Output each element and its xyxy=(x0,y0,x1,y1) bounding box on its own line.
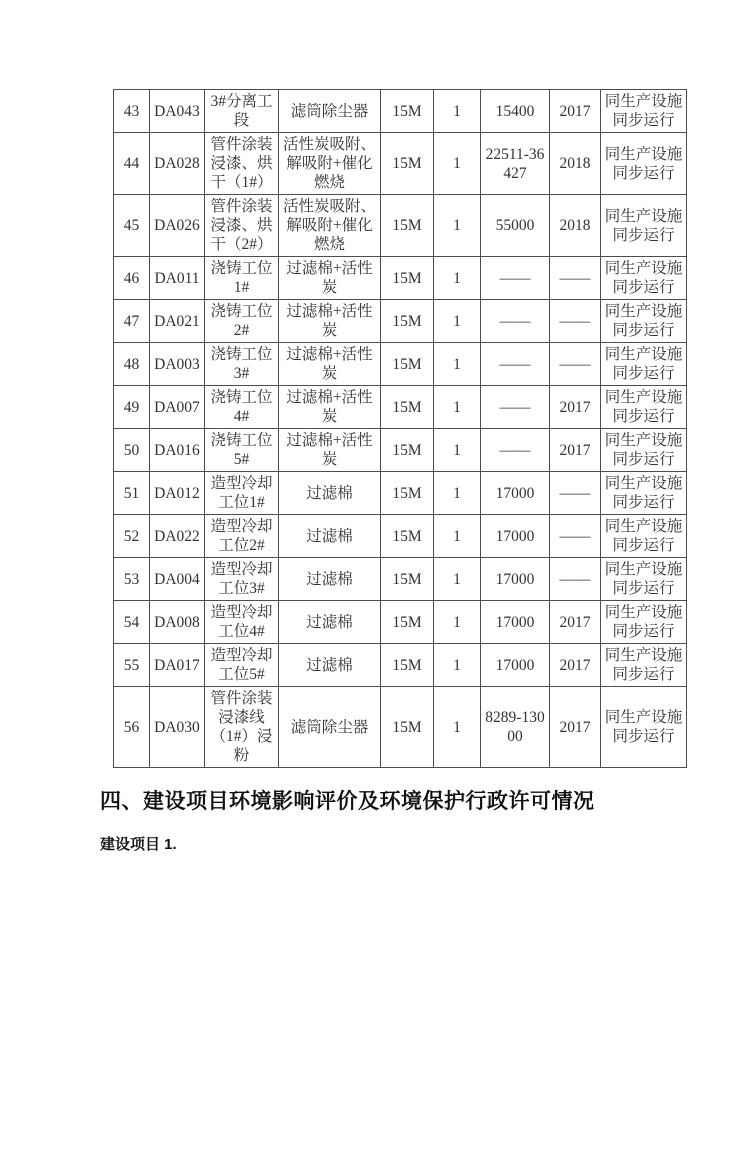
cell-method: 过滤棉+活性炭 xyxy=(279,429,381,472)
table-row xyxy=(114,644,687,687)
document-page xyxy=(0,89,750,1149)
cell-code: DA004 xyxy=(150,558,205,601)
cell-permit: 17000 xyxy=(481,644,550,687)
cell-qty: 1 xyxy=(434,195,481,257)
cell-status: 同生产设施同步运行 xyxy=(601,687,687,768)
cell-source: 造型冷却工位3# xyxy=(205,558,279,601)
sub-heading: 建设项目 1. xyxy=(100,836,177,853)
cell-no: 43 xyxy=(114,90,150,133)
cell-qty: 1 xyxy=(434,472,481,515)
cell-year: —— xyxy=(550,343,601,386)
table-row xyxy=(114,257,687,300)
cell-source: 浇铸工位 5# xyxy=(205,429,279,472)
table-row xyxy=(114,90,687,133)
cell-height: 15M xyxy=(381,300,434,343)
cell-qty: 1 xyxy=(434,515,481,558)
cell-source: 造型冷却工位5# xyxy=(205,644,279,687)
cell-height: 15M xyxy=(381,601,434,644)
cell-no: 50 xyxy=(114,429,150,472)
cell-no: 51 xyxy=(114,472,150,515)
cell-source: 管件涂装浸漆线（1#）浸粉 xyxy=(205,687,279,768)
cell-height: 15M xyxy=(381,133,434,195)
cell-source: 浇铸工位 1# xyxy=(205,257,279,300)
cell-qty: 1 xyxy=(434,343,481,386)
cell-year: 2018 xyxy=(550,195,601,257)
cell-no: 47 xyxy=(114,300,150,343)
cell-qty: 1 xyxy=(434,386,481,429)
cell-height: 15M xyxy=(381,472,434,515)
cell-source: 浇铸工位 3# xyxy=(205,343,279,386)
cell-source: 3#分离工段 xyxy=(205,90,279,133)
table-row xyxy=(114,195,687,257)
cell-method: 滤筒除尘器 xyxy=(279,687,381,768)
cell-code: DA016 xyxy=(150,429,205,472)
table-row xyxy=(114,386,687,429)
cell-year: 2017 xyxy=(550,644,601,687)
cell-permit: 17000 xyxy=(481,472,550,515)
cell-no: 48 xyxy=(114,343,150,386)
cell-source: 造型冷却工位4# xyxy=(205,601,279,644)
cell-height: 15M xyxy=(381,644,434,687)
cell-permit: 17000 xyxy=(481,601,550,644)
cell-status: 同生产设施同步运行 xyxy=(601,133,687,195)
table-row xyxy=(114,515,687,558)
cell-height: 15M xyxy=(381,90,434,133)
cell-qty: 1 xyxy=(434,687,481,768)
cell-code: DA011 xyxy=(150,257,205,300)
cell-permit: 15400 xyxy=(481,90,550,133)
cell-code: DA043 xyxy=(150,90,205,133)
cell-permit: 17000 xyxy=(481,558,550,601)
cell-height: 15M xyxy=(381,429,434,472)
cell-year: 2017 xyxy=(550,601,601,644)
cell-year: —— xyxy=(550,257,601,300)
cell-no: 52 xyxy=(114,515,150,558)
table-row xyxy=(114,343,687,386)
cell-method: 过滤棉 xyxy=(279,515,381,558)
cell-code: DA017 xyxy=(150,644,205,687)
cell-qty: 1 xyxy=(434,644,481,687)
cell-method: 过滤棉 xyxy=(279,644,381,687)
cell-code: DA030 xyxy=(150,687,205,768)
cell-no: 45 xyxy=(114,195,150,257)
table-row xyxy=(114,429,687,472)
cell-year: 2017 xyxy=(550,687,601,768)
cell-code: DA007 xyxy=(150,386,205,429)
cell-status: 同生产设施同步运行 xyxy=(601,601,687,644)
cell-year: —— xyxy=(550,472,601,515)
cell-source: 造型冷却工位1# xyxy=(205,472,279,515)
cell-code: DA008 xyxy=(150,601,205,644)
cell-qty: 1 xyxy=(434,300,481,343)
cell-status: 同生产设施同步运行 xyxy=(601,386,687,429)
cell-qty: 1 xyxy=(434,133,481,195)
cell-code: DA012 xyxy=(150,472,205,515)
cell-status: 同生产设施同步运行 xyxy=(601,300,687,343)
cell-qty: 1 xyxy=(434,257,481,300)
cell-code: DA028 xyxy=(150,133,205,195)
cell-status: 同生产设施同步运行 xyxy=(601,195,687,257)
cell-method: 过滤棉+活性炭 xyxy=(279,343,381,386)
cell-qty: 1 xyxy=(434,601,481,644)
cell-qty: 1 xyxy=(434,558,481,601)
cell-no: 55 xyxy=(114,644,150,687)
cell-no: 54 xyxy=(114,601,150,644)
cell-status: 同生产设施同步运行 xyxy=(601,257,687,300)
cell-source: 管件涂装浸漆、烘干（2#） xyxy=(205,195,279,257)
cell-status: 同生产设施同步运行 xyxy=(601,515,687,558)
table-row xyxy=(114,687,687,768)
cell-no: 46 xyxy=(114,257,150,300)
emissions-table xyxy=(113,89,687,768)
cell-permit: 8289-13000 xyxy=(481,687,550,768)
cell-qty: 1 xyxy=(434,429,481,472)
cell-year: 2017 xyxy=(550,386,601,429)
cell-status: 同生产设施同步运行 xyxy=(601,90,687,133)
cell-height: 15M xyxy=(381,343,434,386)
cell-method: 过滤棉+活性炭 xyxy=(279,386,381,429)
cell-permit: —— xyxy=(481,257,550,300)
cell-method: 过滤棉+活性炭 xyxy=(279,257,381,300)
cell-year: 2017 xyxy=(550,429,601,472)
cell-permit: —— xyxy=(481,300,550,343)
cell-status: 同生产设施同步运行 xyxy=(601,429,687,472)
cell-method: 过滤棉 xyxy=(279,472,381,515)
cell-method: 过滤棉 xyxy=(279,558,381,601)
cell-qty: 1 xyxy=(434,90,481,133)
cell-status: 同生产设施同步运行 xyxy=(601,472,687,515)
cell-no: 44 xyxy=(114,133,150,195)
table-row xyxy=(114,472,687,515)
cell-permit: 22511-36427 xyxy=(481,133,550,195)
cell-permit: 55000 xyxy=(481,195,550,257)
cell-no: 56 xyxy=(114,687,150,768)
cell-height: 15M xyxy=(381,515,434,558)
cell-no: 53 xyxy=(114,558,150,601)
section-heading: 四、建设项目环境影响评价及环境保护行政许可情况 xyxy=(100,790,595,813)
cell-method: 过滤棉 xyxy=(279,601,381,644)
cell-year: 2017 xyxy=(550,90,601,133)
cell-height: 15M xyxy=(381,687,434,768)
cell-no: 49 xyxy=(114,386,150,429)
table-row xyxy=(114,133,687,195)
cell-year: —— xyxy=(550,300,601,343)
cell-method: 活性炭吸附、解吸附+催化燃烧 xyxy=(279,133,381,195)
cell-status: 同生产设施同步运行 xyxy=(601,558,687,601)
cell-status: 同生产设施同步运行 xyxy=(601,644,687,687)
cell-status: 同生产设施同步运行 xyxy=(601,343,687,386)
cell-height: 15M xyxy=(381,386,434,429)
cell-height: 15M xyxy=(381,257,434,300)
table-row xyxy=(114,300,687,343)
cell-source: 管件涂装浸漆、烘干（1#） xyxy=(205,133,279,195)
cell-permit: —— xyxy=(481,343,550,386)
cell-year: 2018 xyxy=(550,133,601,195)
cell-code: DA021 xyxy=(150,300,205,343)
cell-permit: 17000 xyxy=(481,515,550,558)
cell-method: 过滤棉+活性炭 xyxy=(279,300,381,343)
table-row xyxy=(114,601,687,644)
cell-height: 15M xyxy=(381,195,434,257)
cell-source: 浇铸工位 4# xyxy=(205,386,279,429)
cell-height: 15M xyxy=(381,558,434,601)
cell-source: 浇铸工位 2# xyxy=(205,300,279,343)
cell-permit: —— xyxy=(481,386,550,429)
cell-year: —— xyxy=(550,558,601,601)
cell-code: DA003 xyxy=(150,343,205,386)
table-body xyxy=(114,90,687,768)
cell-code: DA022 xyxy=(150,515,205,558)
cell-method: 活性炭吸附、解吸附+催化燃烧 xyxy=(279,195,381,257)
table-row xyxy=(114,558,687,601)
cell-year: —— xyxy=(550,515,601,558)
cell-method: 滤筒除尘器 xyxy=(279,90,381,133)
cell-permit: —— xyxy=(481,429,550,472)
cell-source: 造型冷却工位2# xyxy=(205,515,279,558)
cell-code: DA026 xyxy=(150,195,205,257)
